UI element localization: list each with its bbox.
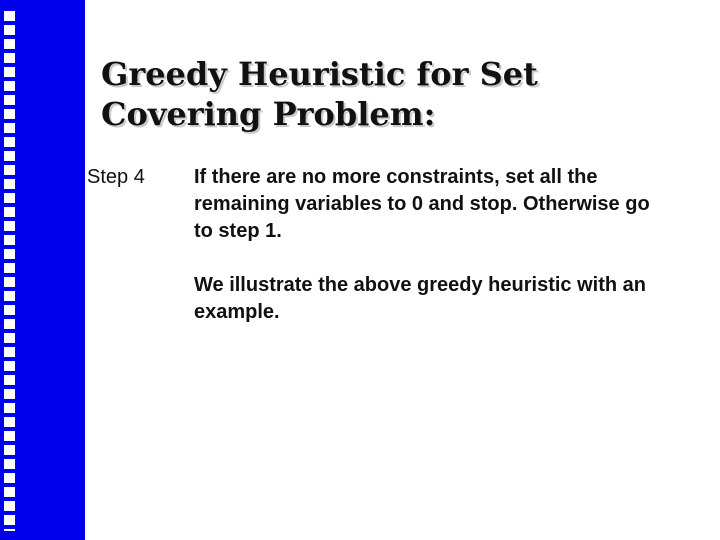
example-note: We illustrate the above greedy heuristic with an example. (194, 274, 646, 323)
square-pattern (4, 11, 15, 531)
step-label: Step 4 (87, 166, 145, 188)
slide-title: Greedy Heuristic for Set Covering Problem: (101, 55, 538, 133)
step-description: If there are no more constraints, set all the remaining variables to 0 and stop. Otherwise go to step 1. (194, 166, 650, 242)
step-body (194, 164, 664, 326)
decorative-side-bar (0, 0, 85, 540)
